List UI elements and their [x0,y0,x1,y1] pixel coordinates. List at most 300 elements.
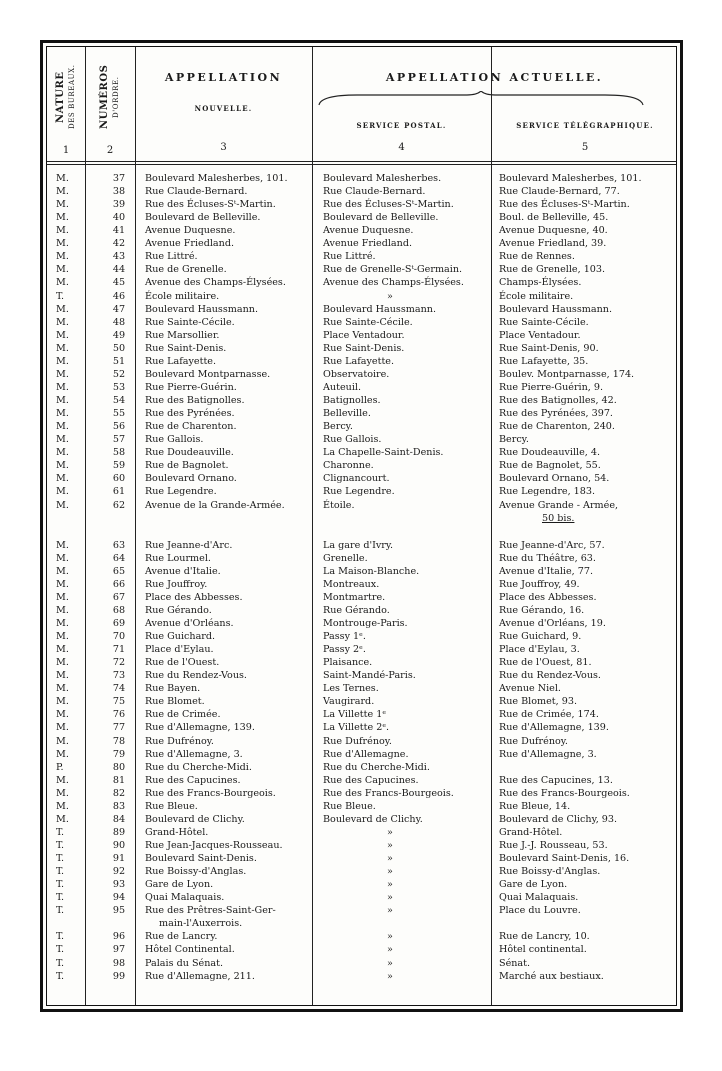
table-row [47,211,676,224]
cell-appellation-nouvelle: Rue Saint-Denis. [145,342,227,354]
cell-nature: M. [56,644,69,656]
cell-appellation-nouvelle: Rue Pierre-Guérin. [145,381,237,393]
table-row [47,591,676,604]
header-num-5: 5 [581,142,589,153]
cell-appellation-nouvelle: Quai Malaquais. [145,892,225,904]
table-row [47,172,676,185]
cell-service-telegraphique: Rue Jouffroy, 49. [499,578,580,590]
cell-service-telegraphique: Boulev. Montparnasse, 174. [499,368,635,380]
cell-appellation-nouvelle: Rue de Grenelle. [145,264,227,276]
table-row [47,355,676,368]
cell-service-telegraphique: Gare de Lyon. [499,879,568,891]
header-numeros [99,55,123,139]
cell-numero: 66 [112,578,126,590]
cell-appellation-nouvelle: Boulevard Saint-Denis. [145,853,257,865]
cell-appellation-nouvelle: Rue Gallois. [145,434,204,446]
cell-service-postal: Rue des Écluses-Sᵗ-Martin. [323,199,454,211]
table-row [47,695,676,708]
cell-numero: 81 [112,774,126,786]
cell-nature: M. [56,591,69,603]
cell-appellation-nouvelle: Rue d'Allemagne, 139. [145,722,255,734]
cell-appellation-nouvelle: Rue Legendre. [145,486,217,498]
cell-service-postal: Place Ventadour. [323,329,405,341]
cell-nature: M. [56,395,69,407]
cell-service-telegraphique: Rue Doudeauville, 4. [499,447,601,459]
cell-numero: 60 [112,473,126,485]
cell-nature: T. [56,931,65,943]
cell-appellation-nouvelle: Boulevard de Clichy. [145,813,245,825]
header-num-4: 4 [398,142,405,153]
cell-nature: T. [56,970,65,982]
cell-appellation-nouvelle: Rue de Bagnolet. [145,460,229,472]
cell-nature: M. [56,342,69,354]
cell-numero: 95 [112,905,126,917]
table-row [47,303,676,316]
cell-service-telegraphique: Rue des Pyrénées, 397. [499,408,613,420]
cell-nature: M. [56,657,69,669]
cell-service-postal: Boulevard de Belleville. [323,212,439,224]
cell-appellation-nouvelle: Rue d'Allemagne, 3. [145,748,243,760]
cell-nature: T. [56,840,65,851]
table-row [47,826,676,839]
cell-nature: M. [56,316,69,328]
cell-appellation-nouvelle: Rue Jeanne-d'Arc. [145,539,233,551]
cell-service-telegraphique: Rue du Théâtre, 63. [499,552,596,564]
cell-service-postal: Passy 2ᵉ. [323,644,366,656]
table-row [47,224,676,237]
table-row [47,420,676,433]
cell-service-telegraphique: Rue de Bagnolet, 55. [499,460,601,472]
cell-appellation-nouvelle: Rue Bleue. [145,800,198,812]
cell-service-telegraphique: Bercy. [499,434,529,446]
cell-service-telegraphique: Rue de Rennes. [499,251,575,263]
table-row [47,787,676,800]
cell-service-telegraphique-cont: 50 bis. [542,512,575,524]
table-row [47,852,676,865]
cell-nature: M. [56,787,69,799]
cell-service-postal: La Chapelle-Saint-Denis. [323,447,444,459]
cell-numero: 93 [112,879,126,891]
header-rule [47,164,676,165]
table-row [47,459,676,472]
cell-service-postal: Rue du Cherche-Midi. [323,761,430,773]
cell-numero: 72 [112,657,126,669]
cell-service-telegraphique: Avenue Friedland, 39. [499,238,607,250]
cell-service-postal: » [387,957,393,969]
table-row [47,539,676,552]
cell-nature: M. [56,460,69,472]
cell-service-telegraphique: Avenue Niel. [499,683,561,695]
table-row [47,904,676,917]
cell-appellation-nouvelle: Hôtel Continental. [145,944,235,956]
header-appellation: APPELLATION [164,71,283,84]
table-row [47,800,676,813]
cell-service-telegraphique: Champs-Élysées. [499,277,582,289]
cell-nature: T. [56,905,65,917]
cell-appellation-nouvelle: Rue Gérando. [145,604,212,616]
cell-nature: T. [56,826,65,838]
cell-nature: M. [56,499,69,511]
table-row [47,708,676,721]
cell-numero: 44 [112,264,126,276]
cell-nature: M. [56,604,69,616]
cell-service-postal: Observatoire. [323,368,390,380]
cell-nature: T. [56,853,65,865]
table-row [47,250,676,263]
cell-nature: P. [56,761,64,773]
cell-service-telegraphique: Avenue Grande - Armée, [499,499,619,511]
cell-nature: M. [56,186,69,198]
header-nature [55,55,79,139]
cell-nature: M. [56,277,69,289]
cell-service-postal: Montmartre. [323,591,386,603]
cell-nature: T. [56,892,65,904]
cell-service-postal: Grenelle. [323,552,368,564]
cell-service-postal: Rue Sainte-Cécile. [323,316,413,328]
cell-service-telegraphique: Marché aux bestiaux. [499,970,604,982]
cell-service-telegraphique: Boulevard Haussmann. [499,303,613,315]
cell-service-telegraphique: Rue de Crimée, 174. [499,709,599,721]
table-row [47,237,676,250]
cell-service-postal: » [387,840,393,851]
cell-appellation-nouvelle: Rue Bayen. [145,683,201,695]
cell-service-telegraphique: Rue de Charenton, 240. [499,421,615,433]
table-row [47,735,676,748]
cell-numero: 47 [112,303,126,315]
cell-nature: M. [56,774,69,786]
cell-numero: 38 [112,186,126,198]
cell-numero: 37 [112,173,126,184]
cell-service-postal: La Villette 1ᵉ [323,709,387,721]
cell-service-telegraphique: Rue des Batignolles, 42. [499,395,617,407]
table-row [47,394,676,407]
cell-service-postal: Bercy. [323,421,353,433]
cell-nature: T. [56,957,65,969]
cell-appellation-nouvelle: Rue Guichard. [145,631,216,643]
cell-appellation-nouvelle: Avenue de la Grande-Armée. [145,499,285,511]
table-row [47,185,676,198]
cell-appellation-nouvelle: Rue d'Allemagne, 211. [145,970,255,982]
cell-nature: M. [56,355,69,367]
cell-nature: M. [56,617,69,629]
cell-appellation-nouvelle: Rue Jouffroy. [145,578,208,590]
cell-service-telegraphique: Boulevard Ornano, 54. [499,473,610,485]
table-frame [40,40,683,1012]
table-inner-border [46,46,677,1006]
cell-numero: 90 [112,840,126,851]
table-row [47,342,676,355]
cell-appellation-nouvelle: Rue des Écluses-Sᵗ-Martin. [145,199,276,211]
cell-appellation-nouvelle: Rue des Francs-Bourgeois. [145,787,276,799]
cell-nature: M. [56,709,69,721]
cell-service-postal: Vaugirard. [323,696,375,708]
cell-appellation-nouvelle: Avenue des Champs-Élysées. [145,277,286,289]
table-row-continuation [47,917,676,930]
header-num-1: 1 [62,145,70,156]
cell-nature: M. [56,683,69,695]
cell-nature: M. [56,486,69,498]
cell-numero: 64 [112,552,126,564]
cell-service-telegraphique: Place Ventadour. [499,329,581,341]
cell-service-telegraphique: Rue Blomet, 93. [499,696,578,708]
cell-service-postal: Passy 1ᵉ. [323,631,366,643]
cell-appellation-nouvelle: Rue des Batignolles. [145,395,245,407]
cell-numero: 53 [112,381,126,393]
cell-service-telegraphique: Place des Abbesses. [499,591,597,603]
header-service-postal: SERVICE POSTAL. [356,121,447,130]
cell-service-postal: Rue Saint-Denis. [323,342,405,354]
cell-service-telegraphique: Boul. de Belleville, 45. [499,212,609,224]
cell-nature: M. [56,303,69,315]
cell-service-postal: Rue de Grenelle-Sᵗ-Germain. [323,264,463,276]
cell-nature: M. [56,212,69,224]
cell-appellation-nouvelle: Avenue d'Orléans. [145,617,234,629]
table-row [47,290,676,303]
cell-appellation-nouvelle: Rue du Rendez-Vous. [145,670,247,682]
cell-service-postal: » [387,290,393,302]
cell-nature: M. [56,565,69,577]
table-row [47,368,676,381]
cell-service-telegraphique: Rue des Écluses-Sᵗ-Martin. [499,199,630,211]
cell-appellation-nouvelle: Avenue Friedland. [145,238,235,250]
cell-service-telegraphique: Avenue d'Orléans, 19. [499,617,606,629]
cell-appellation-nouvelle: Boulevard Malesherbes, 101. [145,173,288,184]
cell-appellation-nouvelle: Rue Lourmel. [145,552,211,564]
cell-service-postal: Clignancourt. [323,473,390,485]
header-numeros-sub: D'ORDRE. [112,76,120,118]
cell-numero: 43 [112,251,126,263]
cell-numero: 99 [112,970,126,982]
cell-numero: 45 [112,277,126,289]
cell-nature: M. [56,225,69,237]
cell-appellation-nouvelle: Rue de Charenton. [145,421,237,433]
cell-numero: 80 [112,761,126,773]
cell-service-telegraphique: Grand-Hôtel. [499,826,563,838]
table-row [47,656,676,669]
header-service-telegraphique: SERVICE TÉLÉGRAPHIQUE. [516,121,654,130]
cell-nature: M. [56,813,69,825]
cell-service-postal: Rue des Francs-Bourgeois. [323,787,454,799]
cell-service-postal: Avenue des Champs-Élysées. [323,277,464,289]
cell-numero: 55 [112,408,126,420]
cell-service-postal: Boulevard Haussmann. [323,303,437,315]
cell-nature: M. [56,631,69,643]
cell-service-telegraphique: Rue Boissy-d'Anglas. [499,866,601,878]
table-row-continuation [47,512,676,525]
cell-nature: T. [56,290,65,302]
cell-service-telegraphique: Rue Claude-Bernard, 77. [499,186,620,198]
cell-service-telegraphique: Rue Lafayette, 35. [499,355,589,367]
cell-appellation-nouvelle: Rue Sainte-Cécile. [145,316,235,328]
cell-service-telegraphique: Sénat. [499,957,531,969]
cell-nature: M. [56,748,69,760]
cell-numero: 91 [112,853,126,865]
cell-service-postal: Plaisance. [323,657,373,669]
cell-numero: 76 [112,709,126,721]
cell-numero: 42 [112,238,126,250]
cell-service-postal: La gare d'Ivry. [323,539,394,551]
cell-appellation-nouvelle: Rue de Lancry. [145,931,218,943]
cell-numero: 89 [112,826,126,838]
table-row [47,381,676,394]
cell-appellation-nouvelle: Palais du Sénat. [145,957,223,969]
table-row [47,669,676,682]
cell-numero: 84 [112,813,126,825]
cell-service-postal: Montrouge-Paris. [323,617,408,629]
cell-service-telegraphique: Place d'Eylau, 3. [499,644,580,656]
cell-numero: 41 [112,225,126,237]
cell-numero: 56 [112,421,126,433]
cell-nature: T. [56,879,65,891]
cell-service-postal: Les Ternes. [323,683,379,695]
cell-service-postal: Rue d'Allemagne. [323,748,409,760]
cell-appellation-nouvelle: Rue Doudeauville. [145,447,234,459]
header-brace [317,91,645,107]
table-row [47,839,676,852]
cell-nature: M. [56,539,69,551]
cell-nature: M. [56,238,69,250]
cell-numero: 65 [112,565,126,577]
cell-service-postal: Avenue Friedland. [323,238,413,250]
table-row [47,263,676,276]
cell-numero: 96 [112,931,126,943]
cell-numero: 73 [112,670,126,682]
header-numeros-title: NUMÉROS [99,64,110,130]
cell-nature: M. [56,368,69,380]
cell-appellation-nouvelle: Rue des Prêtres-Saint-Ger- [145,905,276,917]
cell-numero: 48 [112,316,126,328]
cell-service-telegraphique: Rue d'Allemagne, 139. [499,722,609,734]
cell-service-telegraphique: Boulevard Malesherbes, 101. [499,173,642,184]
cell-service-telegraphique: Boulevard de Clichy, 93. [499,813,618,825]
cell-service-postal: Batignolles. [323,395,381,407]
table-row [47,565,676,578]
cell-numero: 74 [112,683,126,695]
cell-numero: 52 [112,368,126,380]
table-row [47,891,676,904]
cell-nature: M. [56,447,69,459]
cell-nature: M. [56,735,69,747]
cell-service-postal: Saint-Mandé-Paris. [323,670,416,682]
header-num-2: 2 [106,145,114,156]
cell-service-postal: Boulevard Malesherbes. [323,173,442,184]
cell-numero: 46 [112,290,126,302]
cell-numero: 98 [112,957,126,969]
cell-appellation-nouvelle: Rue des Pyrénées. [145,408,235,420]
cell-nature: M. [56,800,69,812]
table-row [47,721,676,734]
cell-nature: M. [56,408,69,420]
cell-service-telegraphique: Rue des Francs-Bourgeois. [499,787,630,799]
table-row [47,407,676,420]
cell-numero: 79 [112,748,126,760]
cell-nature: M. [56,670,69,682]
cell-nature: M. [56,552,69,564]
table-row [47,774,676,787]
cell-appellation-nouvelle: Gare de Lyon. [145,879,214,891]
cell-appellation-nouvelle: Boulevard Haussmann. [145,303,259,315]
cell-service-postal: Rue Littré. [323,251,376,263]
cell-nature: M. [56,421,69,433]
cell-appellation-nouvelle: Rue Littré. [145,251,198,263]
cell-service-postal: Rue Legendre. [323,486,395,498]
cell-numero: 40 [112,212,126,224]
cell-appellation-nouvelle: Boulevard Ornano. [145,473,237,485]
cell-nature: M. [56,329,69,341]
cell-service-telegraphique: Rue Dufrénoy. [499,735,568,747]
cell-service-telegraphique: Rue J.-J. Rousseau, 53. [499,840,608,851]
cell-nature: T. [56,866,65,878]
cell-service-telegraphique: Rue Guichard, 9. [499,631,582,643]
cell-appellation-nouvelle: Place des Abbesses. [145,591,243,603]
cell-nature: M. [56,696,69,708]
table-row [47,957,676,970]
cell-service-postal: Rue Lafayette. [323,355,395,367]
table-row [47,878,676,891]
cell-appellation-nouvelle: Boulevard Montparnasse. [145,368,271,380]
cell-service-postal: Belleville. [323,408,371,420]
cell-service-postal: Rue Dufrénoy. [323,735,392,747]
cell-service-postal: » [387,879,393,891]
cell-appellation-nouvelle-cont: main-l'Auxerrois. [159,918,243,930]
cell-numero: 51 [112,355,126,367]
cell-service-telegraphique: Rue d'Allemagne, 3. [499,748,597,760]
cell-numero: 62 [112,499,126,511]
cell-service-postal: Charonne. [323,460,374,472]
cell-numero: 75 [112,696,126,708]
cell-numero: 61 [112,486,126,498]
cell-service-telegraphique: Avenue Duquesne, 40. [499,225,608,237]
cell-service-postal: » [387,905,393,917]
cell-service-telegraphique: Rue de l'Ouest, 81. [499,657,592,669]
cell-numero: 59 [112,460,126,472]
cell-numero: 78 [112,735,126,747]
cell-nature: M. [56,264,69,276]
table-row [47,630,676,643]
cell-service-postal: La Villette 2ᵉ. [323,722,390,734]
cell-service-postal: Rue Bleue. [323,800,376,812]
cell-numero: 70 [112,631,126,643]
cell-appellation-nouvelle: Boulevard de Belleville. [145,212,261,224]
cell-service-postal: » [387,826,393,838]
cell-appellation-nouvelle: Rue du Cherche-Midi. [145,761,252,773]
cell-nature: T. [56,944,65,956]
table-row [47,198,676,211]
table-row [47,761,676,774]
cell-appellation-nouvelle: Rue Marsollier. [145,329,220,341]
cell-appellation-nouvelle: Avenue d'Italie. [145,565,221,577]
cell-numero: 83 [112,800,126,812]
cell-service-telegraphique: Rue Jeanne-d'Arc, 57. [499,539,605,551]
cell-numero: 69 [112,617,126,629]
cell-service-telegraphique: Rue Gérando, 16. [499,604,585,616]
cell-service-telegraphique: Place du Louvre. [499,905,581,917]
cell-numero: 63 [112,539,126,551]
table-row [47,682,676,695]
cell-service-postal: Avenue Duquesne. [323,225,414,237]
cell-appellation-nouvelle: Rue de l'Ouest. [145,657,220,669]
cell-numero: 94 [112,892,126,904]
table-row [47,433,676,446]
cell-nature: M. [56,434,69,446]
table-row [47,604,676,617]
cell-service-postal: » [387,931,393,943]
cell-appellation-nouvelle: École militaire. [145,290,220,302]
cell-service-telegraphique: Rue de Grenelle, 103. [499,264,606,276]
cell-service-telegraphique: Rue Legendre, 183. [499,486,596,498]
table-row [47,329,676,342]
table-row [47,643,676,656]
